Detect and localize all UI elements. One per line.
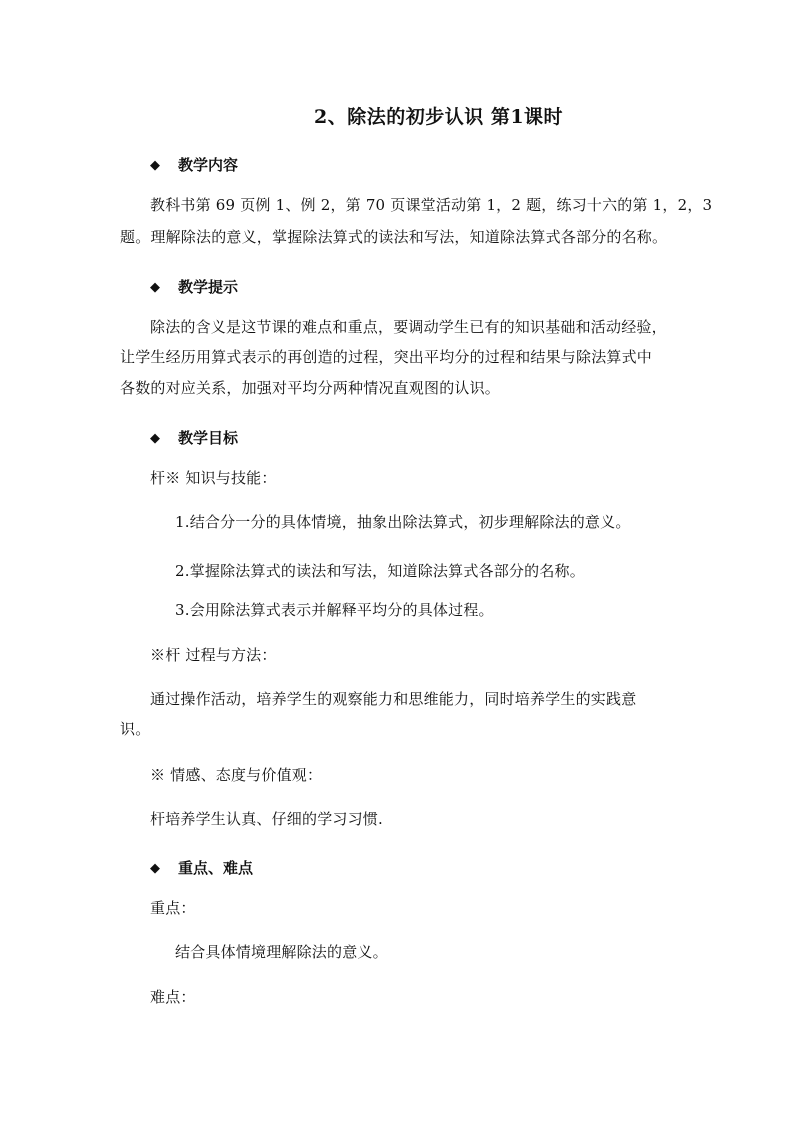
paragraph-line: 各数的对应关系，加强对平均分两种情况直观图的认识。 [120,379,501,397]
section-heading-hints [150,280,238,295]
paragraph-line: 除法的含义是这节课的难点和重点，要调动学生已有的知识基础和活动经验， [150,318,667,336]
emotion-text: 杆培养学生认真、仔细的学习习惯. [150,810,383,828]
section-heading-goals [150,431,238,446]
process-label: ※杆 过程与方法： [150,646,277,664]
heading-text: 教学内容 [178,156,239,174]
list-item: 2.掌握除法算式的读法和写法，知道除法算式各部分的名称。 [175,562,585,580]
section-heading-content [150,158,238,173]
page-title: 2、除法的初步认识 第1课时 [314,106,564,128]
paragraph-line: 识。 [120,720,151,738]
emotion-label: ※ 情感、态度与价值观： [150,766,323,784]
paragraph-line: 让学生经历用算式表示的再创造的过程，突出平均分的过程和结果与除法算式中 [120,348,653,366]
key-label: 重点： [150,899,196,917]
list-item: 1.结合分一分的具体情境，抽象出除法算式，初步理解除法的意义。 [175,513,631,531]
key-text: 结合具体情境理解除法的意义。 [175,943,388,961]
heading-text: 重点、难点 [178,859,254,877]
heading-text: 教学目标 [178,429,239,447]
paragraph-line: 通过操作活动，培养学生的观察能力和思维能力，同时培养学生的实践意 [150,690,637,708]
diamond-bullet-icon: ◆ [150,158,160,173]
paragraph-line: 题。理解除法的意义，掌握除法算式的读法和写法，知道除法算式各部分的名称。 [120,228,668,246]
difficulty-label: 难点： [150,988,196,1006]
section-heading-keypoints [150,861,253,876]
diamond-bullet-icon: ◆ [150,431,160,446]
diamond-bullet-icon: ◆ [150,861,160,876]
list-item: 3.会用除法算式表示并解释平均分的具体过程。 [175,601,494,619]
heading-text: 教学提示 [178,278,239,296]
paragraph-line: 教科书第 69 页例 1、例 2，第 70 页课堂活动第 1，2 题，练习十六的第 1，2，3 [150,196,713,214]
diamond-bullet-icon: ◆ [150,280,160,295]
knowledge-label: 杆※ 知识与技能： [150,469,277,487]
